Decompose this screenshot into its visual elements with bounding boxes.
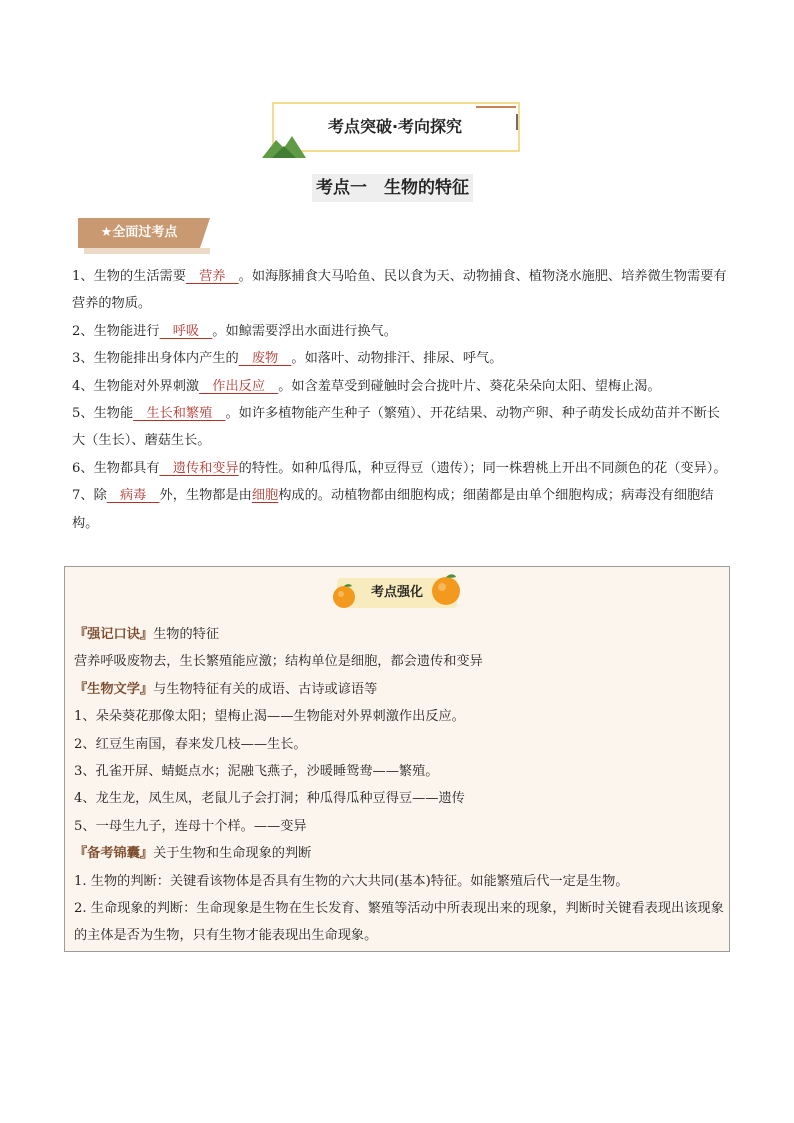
panel-text: 2. 生命现象的判断：生命现象是生物在生长发育、繁殖等活动中所表现出来的现象，判断时关键看表现出该现象的主体是否为生物，只有生物才能表现出生命现象。 [74,901,724,944]
fill-answer: 废物 [238,351,292,367]
panel-heading: 『备考锦囊』 [74,846,154,862]
panel-badge [331,571,463,615]
panel-text: 1、朵朵葵花那像太阳；望梅止渴——生物能对外界刺激作出反应。 [74,709,465,725]
point-text: 2、生物能进行 [72,323,160,339]
point-item [72,373,732,400]
section-title: 考点一 生物的特征 [312,174,473,202]
point-item [72,263,732,318]
panel-line [74,731,724,758]
tag-label: ★全面过考点 [100,225,178,240]
panel-line [74,703,724,730]
panel-heading: 『强记口诀』 [74,627,154,642]
hills-icon [262,134,306,158]
point-text: 。如落叶、动物排汗、排尿、呼气。 [291,351,503,367]
point-item [72,455,732,482]
fill-answer: 营养 [185,269,239,284]
panel-text: 5、一母生九子，连母十个样。——变异 [74,818,307,834]
point-text: 7、除 [72,488,107,504]
point-text: 1、生物的生活需要 [72,269,186,284]
point-text: 的特性。如种瓜得瓜，种豆得豆（遗传）；同一株碧桃上开出不同颜色的花（变异）。 [238,460,727,476]
panel-heading: 『生物文学』 [74,681,154,697]
panel-heading-text: 生物的特征 [153,627,220,642]
panel-line [74,785,724,812]
fill-answer: 细胞 [251,488,279,504]
overview-tag [78,218,210,260]
knowledge-points [72,263,732,537]
section-banner [262,100,528,158]
panel-line [74,676,724,703]
point-text: 5、生物能 [72,406,134,422]
panel-content [74,621,724,950]
point-text: 。如鲸需要浮出水面进行换气。 [212,323,397,339]
point-text: 。如海豚捕食大马哈鱼、民以食为天、动物捕食、植物浇水施肥、培养微生物需要有营养的物质。 [72,269,727,312]
point-text: 4、生物能对外界刺激 [72,378,200,394]
panel-line [74,868,724,895]
panel-line [74,621,724,648]
reinforcement-panel [64,566,730,952]
fill-answer: 呼吸 [159,323,213,339]
fill-answer: 遗传和变异 [159,460,239,476]
point-text: 。如许多植物能产生种子（繁殖）、开花结果、动物产卵、种子萌发长成幼苗并不断长大（生长）、蘑菇生长。 [72,406,720,449]
point-text: 6、生物都具有 [72,460,160,476]
point-text: 3、生物能排出身体内产生的 [72,351,239,367]
point-text: 。如含羞草受到碰触时会合拢叶片、葵花朵朵向太阳、望梅止渴。 [278,378,661,394]
panel-text: 营养呼吸废物去，生长繁殖能应激；结构单位是细胞，都会遗传和变异 [74,654,483,670]
panel-heading-text: 关于生物和生命现象的判断 [153,846,312,862]
panel-line [74,648,724,675]
point-text: 外，生物都是由 [159,488,252,504]
banner-accent-bar [476,106,516,108]
panel-line [74,813,724,840]
panel-line [74,895,724,950]
badge-label: 考点强化 [370,585,423,600]
tag-ear [200,218,210,248]
banner-title: 考点突破·考向探究 [327,117,463,136]
point-text: 构成的。动植物都由细胞构成；细菌都是由单个细胞构成；病毒没有细胞结构。 [72,488,714,531]
panel-text: 4、龙生龙，凤生凤，老鼠儿子会打洞；种瓜得瓜种豆得豆——遗传 [74,791,465,807]
panel-line [74,758,724,785]
panel-heading-text: 与生物特征有关的成语、古诗或谚语等 [153,681,378,697]
panel-text: 1. 生物的判断：关键看该物体是否具有生物的六大共同(基本)特征。如能繁殖后代一定是生物。 [74,873,629,889]
point-item [72,400,732,455]
fill-answer: 生长和繁殖 [133,406,226,422]
fill-answer: 作出反应 [199,378,279,394]
panel-text: 2、红豆生南国，春来发几枝——生长。 [74,736,307,752]
tag-shadow [84,248,210,254]
fill-answer: 病毒 [106,488,160,504]
point-item [72,345,732,372]
panel-text: 3、孔雀开屏、蜻蜓点水；泥融飞燕子，沙暖睡鸳鸯——繁殖。 [74,764,439,780]
point-item [72,482,732,537]
point-item [72,318,732,345]
panel-line [74,840,724,867]
